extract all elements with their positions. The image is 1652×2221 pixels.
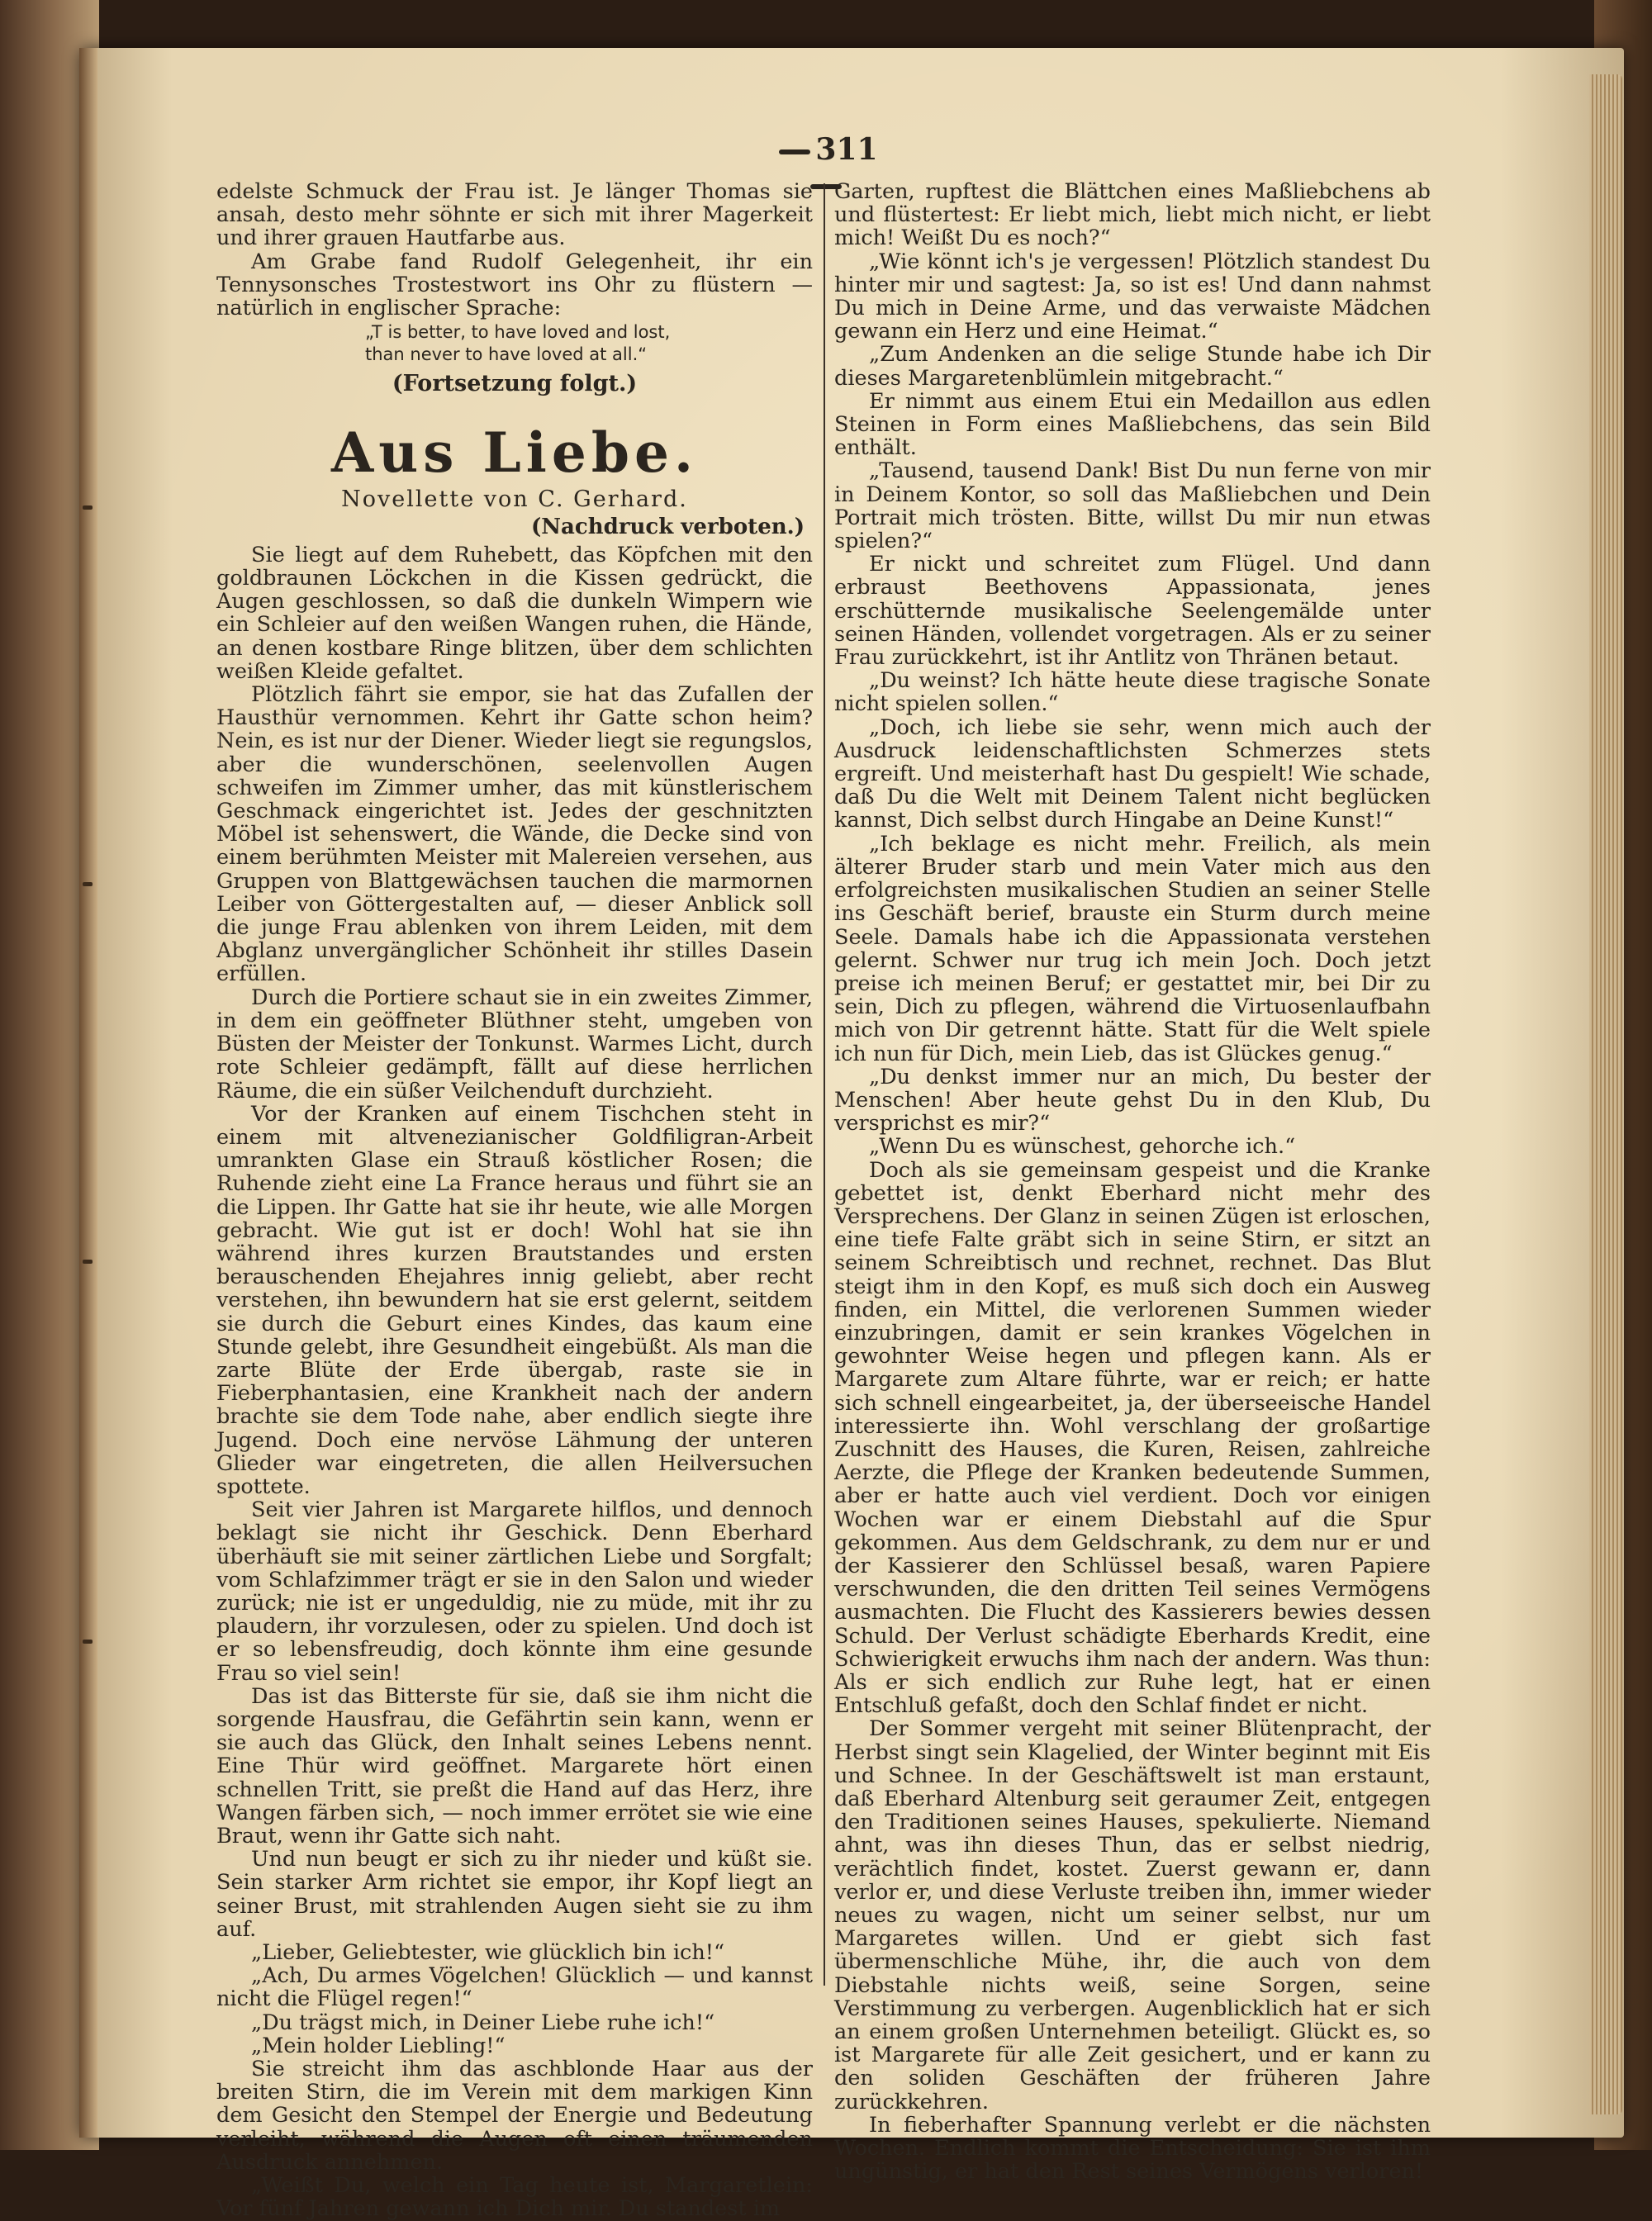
paragraph: „Lieber, Geliebtester, wie glücklich bin ich!“: [251, 1940, 725, 1966]
paragraph: Vor der Kranken auf einem Tischchen steht in einem mit altvenezianischer Goldfiligran-Arbeit umrankten Glase ein Strauß köstlicher Rosen; die Ruhende zieht eine La France heraus und führt sie an die Lippen. Ihr Gatte hat sie ihr heute, wie alle Morgen gebracht. Wie gut ist er doch! Wohl hat sie ihn während ihres kurzen Brautstandes und ersten berauschenden Ehejahres innig geliebt, aber recht verstehen, ihn bewundern hat sie erst gelernt, seitdem sie durch die Geburt eines Kindes, das kaum eine Stunde gelebt, ihre Gesundheit eingebüßt. Als man die zarte Blüte der Erde übergab, raste sie in Fieberphantasien, eine Krankheit nach der andern brachte sie dem Tode nahe, aber endlich siegte ihre Jugend. Doch eine nervöse Lähmung der unteren Glieder war eingetreten, die allen Heilversuchen spottete.: [216, 1101, 813, 1499]
right-column: [834, 180, 1431, 2183]
page-number-text: 311: [815, 132, 878, 167]
paragraph: Durch die Portiere schaut sie in ein zweites Zimmer, in dem ein geöffneter Blüthner steht, umgeben von Büsten der Meister der Tonkunst. Warmes Licht, durch rote Schleier gedämpft, fällt auf diese herrlichen Räume, die ein süßer Veilchenduft durchzieht.: [216, 985, 813, 1103]
binding-stitch: [83, 505, 93, 510]
paragraph: „Ach, Du armes Vögelchen! Glücklich — und kannst nicht die Flügel regen!“: [216, 1963, 813, 2012]
paragraph: Sie liegt auf dem Ruhebett, das Köpfchen mit den goldbraunen Löckchen in die Kissen gedrückt, die Augen geschlossen, so daß die dunkeln Wimpern wie ein Schleier auf den weißen Wangen ruhen, die Hände, an denen kostbare Ringe blitzen, über dem schlichten weißen Kleide gefaltet.: [216, 542, 813, 684]
paragraph: Sie streicht ihm das aschblonde Haar aus der breiten Stirn, die im Verein mit dem markigen Kinn dem Gesicht den Stempel der Energie und Bedeutung verleiht, während die Augen oft einen träumenden Ausdruck annehmen.: [216, 2057, 813, 2175]
paragraph: Am Grabe fand Rudolf Gelegenheit, ihr ein Tennysonsches Trostestwort ins Ohr zu flüstern — natürlich in englischer Sprache:: [216, 249, 813, 321]
continuation-note: (Fortsetzung folgt.): [392, 371, 638, 397]
paragraph: „Tausend, tausend Dank! Bist Du nun ferne von mir in Deinem Kontor, so soll das Maßliebchen und Dein Portrait mich trösten. Bitte, willst Du mir nun etwas spielen?“: [834, 458, 1431, 554]
paragraph: In fieberhafter Spannung verlebt er die nächsten Wochen. Endlich kommt die Entscheidung: Sie ist ihm ungünstig, er hat den Rest seines Vermögens verloren!: [834, 2112, 1431, 2185]
paragraph: „Doch, ich liebe sie sehr, wenn mich auch der Ausdruck leidenschaftlichsten Schmerzes stets ergreift. Und meisterhaft hast Du gespielt! Wie schade, daß Du die Welt mit Deinem Talent nicht beglücken kannst, Dich selbst durch Hingabe an Deine Kunst!“: [834, 714, 1431, 833]
binding-stitch: [83, 1260, 93, 1264]
paragraph: Er nimmt aus einem Etui ein Medaillon aus edlen Steinen in Form eines Maßliebchens, das sein Bild enthält.: [834, 388, 1431, 461]
paragraph: Er nickt und schreitet zum Flügel. Und dann erbraust Beethovens Appassionata, jenes erschütternde musikalische Seelengemälde unter seinen Händen, vollendet vorgetragen. Als er zu seiner Frau zurückkehrt, ist ihr Antlitz von Thränen betaut.: [834, 552, 1431, 671]
page-gutter: [79, 48, 97, 2138]
binding-stitch: [83, 882, 93, 886]
paragraph: „Du denkst immer nur an mich, Du bester der Menschen! Aber heute gehst Du in den Klub, Du versprichst es mir?“: [834, 1064, 1431, 1137]
paragraph: „Du weinst? Ich hätte heute diese tragische Sonate nicht spielen sollen.“: [834, 668, 1431, 717]
paragraph: „Wenn Du es wünschest, gehorche ich.“: [869, 1134, 1296, 1160]
paragraph: „Ich beklage es nicht mehr. Freilich, als mein älterer Bruder starb und mein Vater mich aus den erfolgreichsten musikalischen Studien an seiner Stelle ins Geschäft berief, brauste ein Sturm durch meine Seele. Damals habe ich die Appassionata verstehen gelernt. Schwer nur trug ich mein Joch. Doch jetzt preise ich meinen Beruf; er gestattet mir, bei Dir zu sein, Dich zu pflegen, während die Virtuosenlaufbahn mich von Dir getrennt hätte. Statt für die Welt spiele ich nun für Dich, mein Lieb, das ist Glückes genug.“: [834, 831, 1431, 1066]
paragraph: Und nun beugt er sich zu ihr nieder und küßt sie. Sein starker Arm richtet sie empor, ihr Kopf liegt an seiner Brust, mit strahlenden Augen sieht sie zu ihm auf.: [216, 1847, 813, 1942]
paragraph: „Du trägst mich, in Deiner Liebe ruhe ich!“: [251, 2010, 715, 2035]
paragraph: „Wie könnt ich's je vergessen! Plötzlich standest Du hinter mir und sagtest: Ja, so ist es! Und dann nahmst Du mich in Deine Arme, und das verwaiste Mädchen gewann ein Herz und eine Heimat.“: [834, 249, 1431, 344]
page-edges: [1589, 74, 1622, 2114]
paragraph: Plötzlich fährt sie empor, sie hat das Zufallen der Hausthür vernommen. Kehrt ihr Gatte schon heim? Nein, es ist nur der Diener. Wieder liegt sie regungslos, aber die wunderschönen, seelenvollen Augen schweifen im Zimmer umher, das mit künstlerischem Geschmack eingerichtet ist. Jedes der geschnitzten Möbel ist sehenswert, die Wände, die Decke sind von einem berühmten Meister mit Malereien versehen, aus Gruppen von Blattgewächsen tauchen die marmornen Leiber von Göttergestalten auf, — dieser Anblick soll die junge Frau ablenken von ihrem Leiden, mit dem Abglanz unvergänglicher Schönheit ihr stilles Dasein erfüllen.: [216, 682, 813, 987]
paragraph: Doch als sie gemeinsam gespeist und die Kranke gebettet ist, denkt Eberhard nicht mehr des Versprechens. Der Glanz in seinen Zügen ist erloschen, eine tiefe Falte gräbt sich in seine Stirn, er sitzt an seinem Schreibtisch und rechnet, rechnet. Das Blut steigt ihm in den Kopf, es muß sich doch ein Ausweg finden, ein Mittel, die verlorenen Summen wieder einzubringen, damit er sein krankes Vögelchen in gewohnter Weise hegen und pflegen kann. Als er Margarete zum Altare führte, war er reich; er hatte sich schnell eingearbeitet, ja, der überseeische Handel interessierte ihn. Wohl verschlang der großartige Zuschnitt des Hauses, die Kuren, Reisen, zahlreiche Aerzte, die Pflege der Kranken bedeutende Summen, aber er hatte auch viel verdient. Doch vor einigen Wochen war er einem Diebstahl auf die Spur gekommen. Aus dem Geldschrank, zu dem nur er und der Kassierer den Schlüssel besaß, waren Papiere verschwunden, die den dritten Teil seines Vermögens ausmachten. Die Flucht des Kassierers bewies dessen Schuld. Der Verlust schädigte Eberhards Kredit, eine Schwierigkeit erwuchs ihm nach der andern. Was thun: Als er sich endlich zur Ruhe legt, hat er einen Entschluß gefaßt, doch den Schlaf findet er nicht.: [834, 1157, 1431, 1719]
binding-stitch: [83, 1640, 93, 1644]
paragraph: Der Sommer vergeht mit seiner Blütenpracht, der Herbst singt sein Klagelied, der Winter beginnt mit Eis und Schnee. In der Geschäftswelt ist man erstaunt, daß Eberhard Altenburg seit geraumer Zeit, entgegen den Traditionen seines Hauses, spekulierte. Niemand ahnt, was ihn dieses Thun, das er selbst niedrig, verächtlich findet, kostet. Zuerst gewann er, dann verlor er, und diese Verluste treiben ihn, immer wieder neues zu wagen, nicht um seiner selbst, nur um Margaretes willen. Und er giebt sich fast übermenschliche Mühe, ihr, die auch von dem Diebstahle nichts weiß, seine Sorgen, seine Verstimmung zu verbergen. Augenblicklich hat er sich an einem großen Unternehmen beteiligt. Glückt es, so ist Margarete für alle Zeit gesichert, und er kann zu den soliden Geschäften der früheren Jahre zurückkehren.: [834, 1716, 1431, 2114]
paragraph: „Mein holder Liebling!“: [251, 2033, 506, 2058]
story-title: Aus Liebe.: [331, 420, 698, 486]
left-column: [216, 180, 813, 2220]
paragraph: edelste Schmuck der Frau ist. Je länger Thomas sie ansah, desto mehr söhnte er sich mit ihrer Magerkeit und ihrer grauen Hautfarbe aus.: [216, 179, 813, 251]
ornament-swash-icon: [779, 149, 810, 154]
column-divider: [824, 183, 825, 1986]
paragraph: Das ist das Bitterste für sie, daß sie ihm nicht die sorgende Hausfrau, die Gefährtin sein kann, wenn er sie auch das Glück, den Inhalt seines Lebens nennt. Eine Thür wird geöffnet. Margarete hört einen schnellen Tritt, sie preßt die Hand auf das Herz, ihre Wangen färben sich, — noch immer errötet sie wie eine Braut, wenn ihr Gatte sich naht.: [216, 1683, 813, 1848]
quote-line: „T is better, to have loved and lost,: [365, 322, 671, 343]
paragraph: „Weißt Du, welch ein Tag heute ist, Margaretlein: Vor fünf Jahren gewann ich Dich mir. Du standest im: [216, 2173, 813, 2221]
quote-line: than never to have loved at all.“: [365, 344, 648, 365]
paragraph: Garten, rupftest die Blättchen eines Maßliebchens ab und flüstertest: Er liebt mich, liebt mich nicht, er liebt mich! Weißt Du es noch?“: [834, 179, 1431, 251]
story-subtitle: Novellette von C. Gerhard.: [341, 486, 688, 513]
tennyson-quote: [216, 321, 813, 366]
paragraph: „Zum Andenken an die selige Stunde habe ich Dir dieses Margaretenblümlein mitgebracht.“: [834, 342, 1431, 391]
paragraph: Seit vier Jahren ist Margarete hilflos, und dennoch beklagt sie nicht ihr Geschick. Denn Eberhard überhäuft sie mit seiner zärtlichen Liebe und Sorgfalt; vom Schlafzimmer trägt er sie in den Salon und wieder zurück; nie ist er ungeduldig, nie zu müde, mit ihr zu plaudern, ihr vorzulesen, oder zu spielen. Und doch ist er so lebensfreudig, doch könnte ihm eine gesunde Frau so viel sein!: [216, 1497, 813, 1686]
reprint-notice: (Nachdruck verboten.): [530, 514, 805, 539]
